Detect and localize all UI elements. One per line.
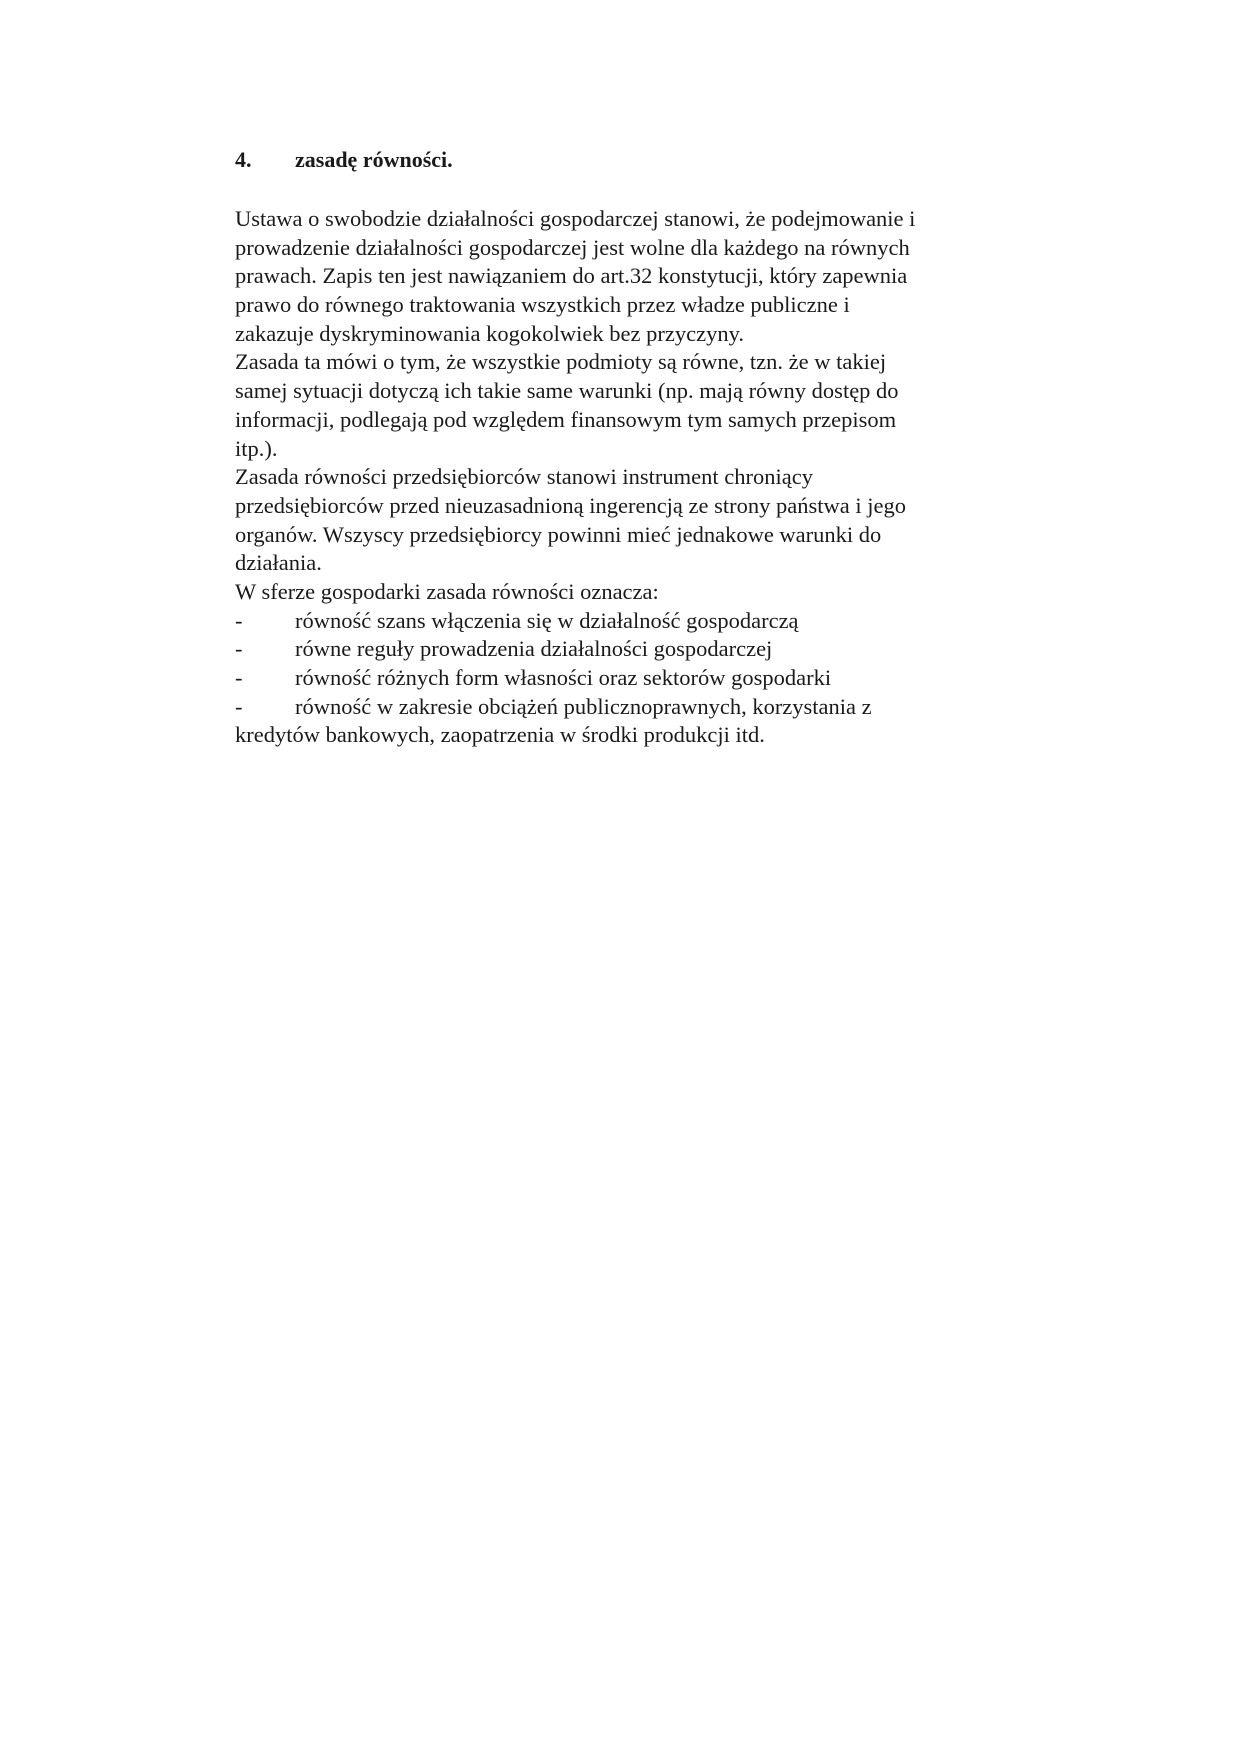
body-text: [235, 205, 1015, 750]
text-line: przedsiębiorców przed nieuzasadnioną ingerencją ze strony państwa i jego: [235, 492, 906, 518]
text-line: zakazuje dyskryminowania kogokolwiek bez przyczyny.: [235, 320, 744, 346]
text-line: Ustawa o swobodzie działalności gospodarczej stanowi, że podejmowanie i: [235, 206, 916, 231]
text-line: prowadzenie działalności gospodarczej jest wolne dla każdego na równych: [235, 234, 910, 260]
text-line: W sferze gospodarki zasada równości oznacza:: [235, 578, 659, 604]
text-line: organów. Wszyscy przedsiębiorcy powinni mieć jednakowe warunki do: [235, 521, 882, 547]
text-line: prawach. Zapis ten jest nawiązaniem do art.32 konstytucji, który zapewnia: [235, 263, 908, 289]
list-item: [235, 664, 1015, 693]
section-number: 4.: [235, 147, 252, 172]
list-item: [235, 607, 1015, 636]
list-item: [235, 693, 1015, 722]
bullet-marker: -: [235, 665, 243, 690]
list-item: [235, 635, 1015, 664]
section-title: zasadę równości.: [295, 147, 453, 172]
text-line: prawo do równego traktowania wszystkich przez władze publiczne i: [235, 292, 850, 318]
section-heading: [235, 147, 453, 173]
list-item-text: równe reguły prowadzenia działalności gospodarczej: [295, 636, 773, 662]
bullet-marker: -: [235, 693, 243, 719]
list-item-text: równość różnych form własności oraz sektorów gospodarki: [295, 665, 832, 690]
text-line: Zasada równości przedsiębiorców stanowi instrument chroniący: [235, 464, 813, 490]
text-line: Zasada ta mówi o tym, że wszystkie podmioty są równe, tzn. że w takiej: [235, 349, 887, 375]
list-item-text: równość w zakresie obciążeń publicznoprawnych, korzystania z: [295, 693, 872, 719]
text-line: itp.).: [235, 435, 278, 461]
list-item-text: równość szans włączenia się w działalność gospodarczą: [295, 607, 799, 633]
text-line: samej sytuacji dotyczą ich takie same warunki (np. mają równy dostęp do: [235, 378, 899, 404]
text-line: informacji, podlegają pod względem finansowym tym samych przepisom: [235, 406, 897, 432]
text-line: działania.: [235, 550, 322, 576]
bullet-marker: -: [235, 607, 243, 633]
bullet-marker: -: [235, 636, 243, 662]
text-line: kredytów bankowych, zaopatrzenia w środki produkcji itd.: [235, 722, 765, 748]
